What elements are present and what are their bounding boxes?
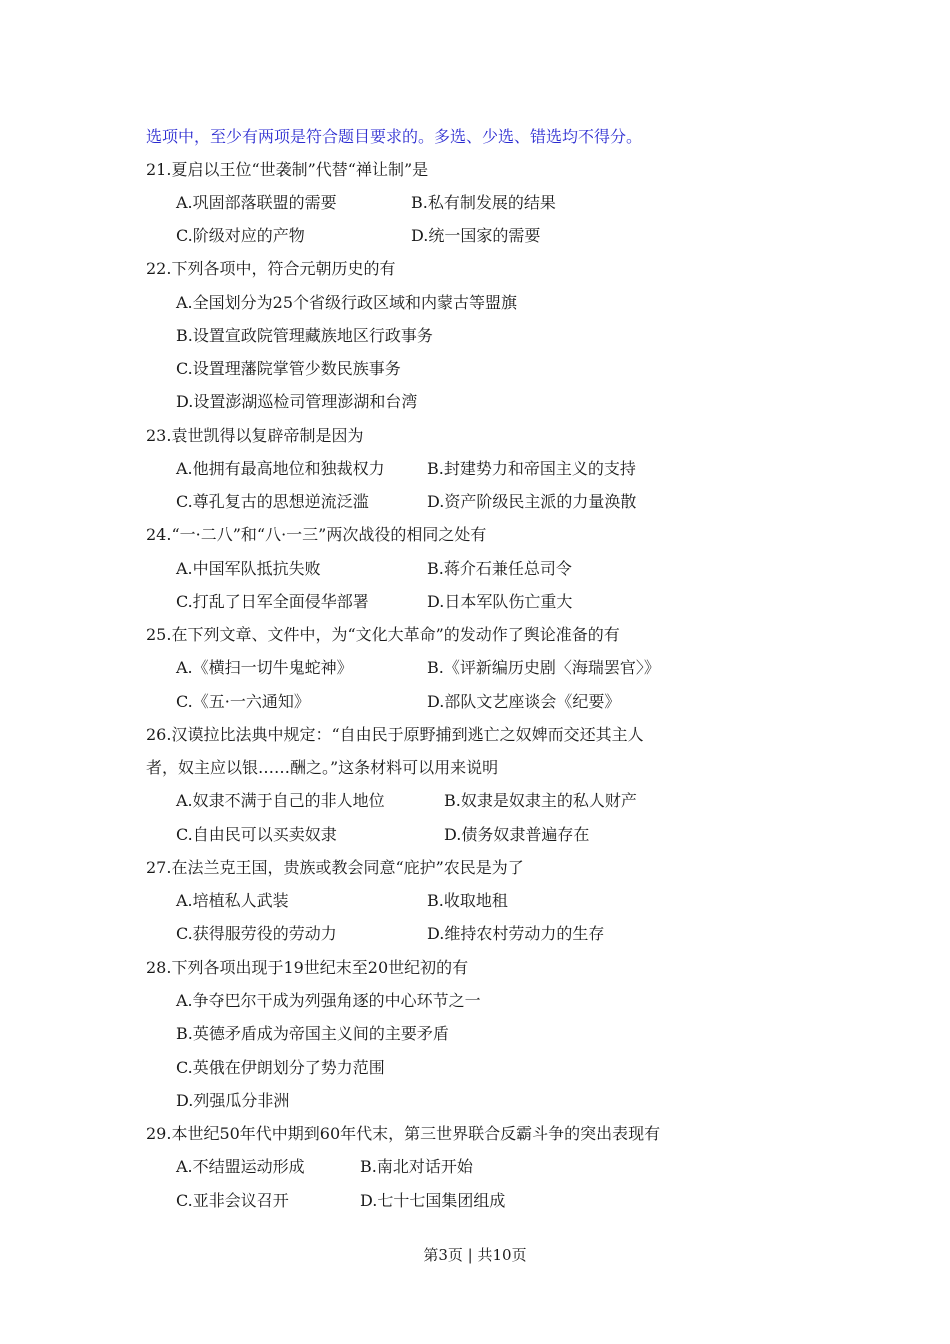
question-25-option-a: A.《横扫一切牛鬼蛇神》 xyxy=(176,658,353,677)
question-27-option-a: A.培植私人武装 xyxy=(176,891,289,910)
question-27-option-d: D.维持农村劳动力的生存 xyxy=(427,924,605,943)
question-28-option-c: C.英俄在伊朗划分了势力范围 xyxy=(176,1058,385,1077)
question-23-option-c: C.尊孔复古的思想逆流泛滥 xyxy=(176,492,369,511)
question-25-option-d: D.部队文艺座谈会《纪要》 xyxy=(427,692,621,711)
question-21-stem: 21.夏启以王位“世袭制”代替“禅让制”是 xyxy=(146,160,429,179)
question-29-option-c: C.亚非会议召开 xyxy=(176,1191,289,1210)
question-22-option-a: A.全国划分为25个省级行政区域和内蒙古等盟旗 xyxy=(176,293,518,312)
instructions-text: 选项中，至少有两项是符合题目要求的。多选、少选、错选均不得分。 xyxy=(146,127,643,146)
question-27-stem: 27.在法兰克王国，贵族或教会同意“庇护”农民是为了 xyxy=(146,858,524,877)
question-24-option-a: A.中国军队抵抗失败 xyxy=(176,559,321,578)
question-25-stem: 25.在下列文章、文件中，为“文化大革命”的发动作了舆论准备的有 xyxy=(146,625,620,644)
question-24-option-c: C.打乱了日军全面侵华部署 xyxy=(176,592,369,611)
question-26-option-a: A.奴隶不满于自己的非人地位 xyxy=(176,791,385,810)
question-28-option-d: D.列强瓜分非洲 xyxy=(176,1091,290,1110)
question-22-option-c: C.设置理藩院掌管少数民族事务 xyxy=(176,359,401,378)
question-27-option-c: C.获得服劳役的劳动力 xyxy=(176,924,337,943)
question-23-option-d: D.资产阶级民主派的力量涣散 xyxy=(427,492,637,511)
question-26-stem-continued: 者，奴主应以银……酬之。”这条材料可以用来说明 xyxy=(146,758,499,777)
question-23-stem: 23.袁世凯得以复辟帝制是因为 xyxy=(146,426,364,445)
question-29-option-a: A.不结盟运动形成 xyxy=(176,1157,305,1176)
question-29-option-b: B.南北对话开始 xyxy=(360,1157,473,1176)
question-24-stem: 24.“一·二八”和“八·一三”两次战役的相同之处有 xyxy=(146,525,487,544)
question-23-option-b: B.封建势力和帝国主义的支持 xyxy=(427,459,636,478)
question-28-stem: 28.下列各项出现于19世纪末至20世纪初的有 xyxy=(146,958,469,977)
question-26-option-c: C.自由民可以买卖奴隶 xyxy=(176,825,337,844)
question-28-option-a: A.争夺巴尔干成为列强角逐的中心环节之一 xyxy=(176,991,481,1010)
question-23-option-a: A.他拥有最高地位和独裁权力 xyxy=(176,459,385,478)
question-25-option-c: C.《五·一六通知》 xyxy=(176,692,310,711)
question-21-option-c: C.阶级对应的产物 xyxy=(176,226,305,245)
question-21-option-d: D.统一国家的需要 xyxy=(411,226,541,245)
question-22-option-b: B.设置宣政院管理藏族地区行政事务 xyxy=(176,326,433,345)
question-27-option-b: B.收取地租 xyxy=(427,891,508,910)
question-28-option-b: B.英德矛盾成为帝国主义间的主要矛盾 xyxy=(176,1024,449,1043)
question-29-option-d: D.七十七国集团组成 xyxy=(360,1191,506,1210)
question-21-option-b: B.私有制发展的结果 xyxy=(411,193,556,212)
page-footer: 第3页 | 共10页 xyxy=(423,1246,527,1264)
question-21-option-a: A.巩固部落联盟的需要 xyxy=(176,193,337,212)
question-29-stem: 29.本世纪50年代中期到60年代末，第三世界联合反霸斗争的突出表现有 xyxy=(146,1124,661,1143)
question-26-option-b: B.奴隶是奴隶主的私人财产 xyxy=(444,791,637,810)
question-24-option-b: B.蒋介石兼任总司令 xyxy=(427,559,572,578)
question-24-option-d: D.日本军队伤亡重大 xyxy=(427,592,573,611)
question-22-option-d: D.设置澎湖巡检司管理澎湖和台湾 xyxy=(176,392,418,411)
question-25-option-b: B.《评新编历史剧〈海瑞罢官〉》 xyxy=(427,658,660,677)
question-26-stem: 26.汉谟拉比法典中规定：“自由民于原野捕到逃亡之奴婢而交还其主人 xyxy=(146,725,644,744)
question-26-option-d: D.债务奴隶普遍存在 xyxy=(444,825,590,844)
question-22-stem: 22.下列各项中，符合元朝历史的有 xyxy=(146,259,396,278)
